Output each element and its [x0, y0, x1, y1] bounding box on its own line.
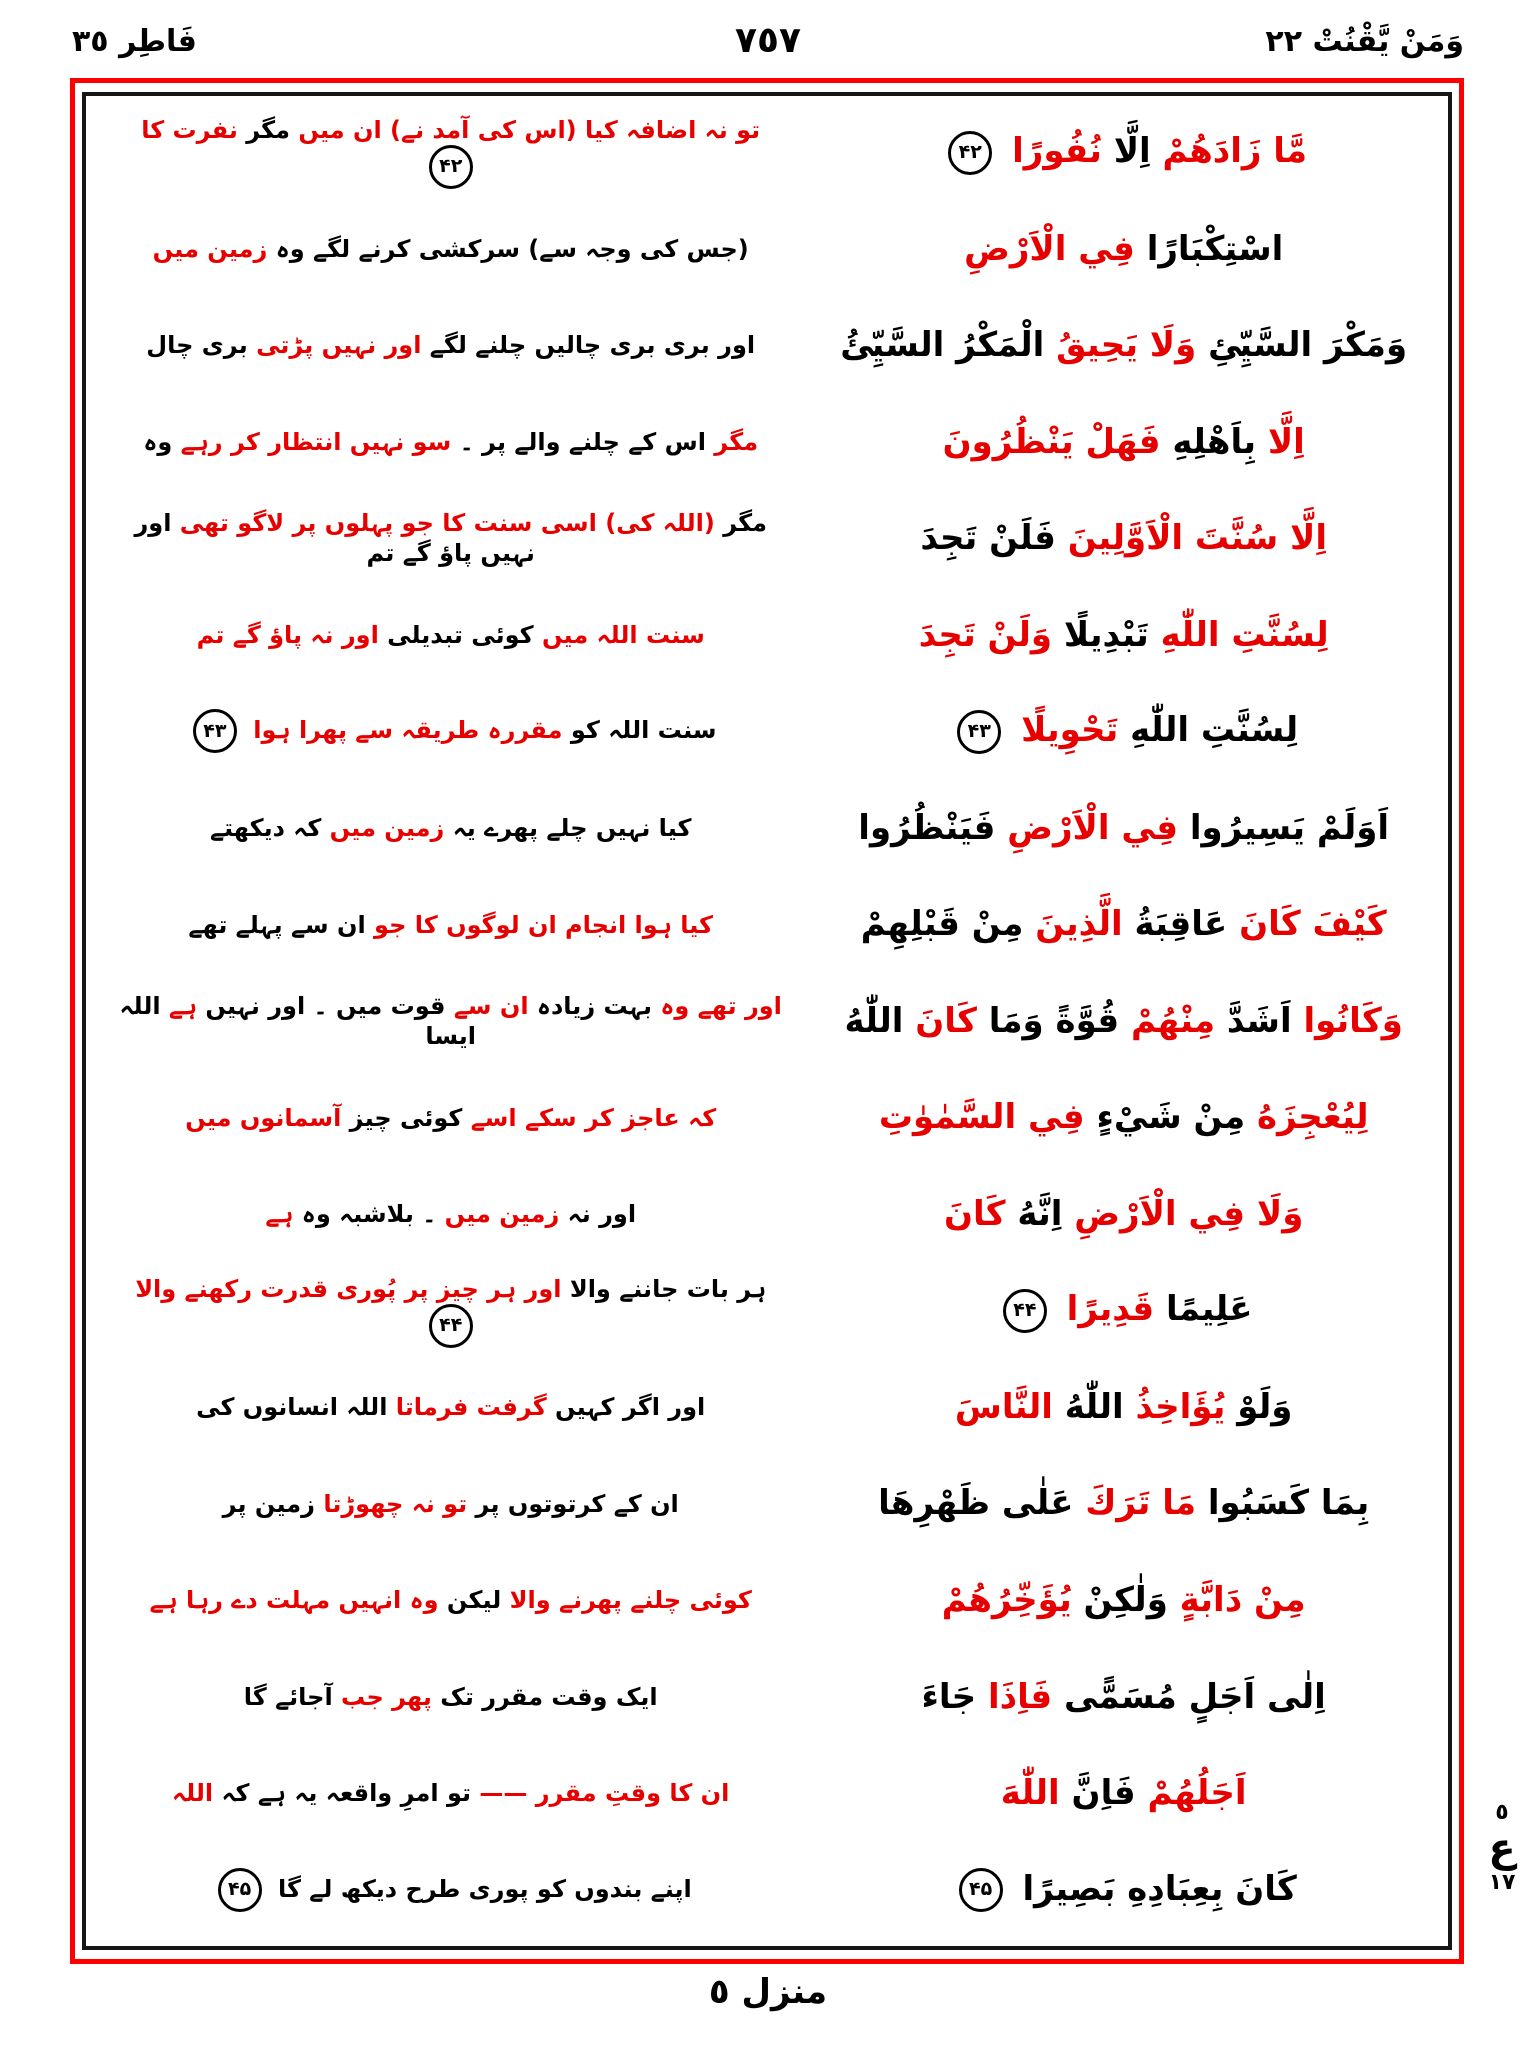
surah-name-label: فَاطِر ٣٥ — [72, 24, 197, 59]
arabic-line — [807, 807, 1440, 850]
ruku-bottom-number: ١٧ — [1488, 1870, 1516, 1895]
arabic-segment: جَاءَ — [921, 1676, 977, 1717]
urdu-line — [94, 991, 807, 1051]
verse-row — [94, 1359, 1440, 1456]
arabic-line — [807, 903, 1440, 946]
urdu-line — [94, 1489, 807, 1519]
ruku-top-number: ٥ — [1495, 1800, 1509, 1825]
urdu-segment: (اللہ کی) اسی سنت کا جو پہلوں پر لاگو تھی — [171, 509, 715, 538]
urdu-line — [94, 330, 807, 360]
urdu-segment: تو نہ اضافہ کیا (اس کی آمد نے) ان میں — [290, 116, 761, 145]
arabic-segment: لِيُعْجِزَهُ — [1245, 1097, 1369, 1138]
arabic-line — [807, 421, 1440, 464]
verse-row — [94, 394, 1440, 491]
urdu-segment: پھر جب — [332, 1682, 432, 1711]
urdu-segment: ہر بات جاننے والا — [561, 1274, 767, 1303]
verse-number-badge: ۴۳ — [193, 709, 237, 753]
arabic-segment: وَلَنْ تَجِدَ — [918, 614, 1053, 655]
arabic-segment: اَجَلُهُمْ — [1135, 1773, 1247, 1814]
page-number: ٧٥٧ — [735, 20, 801, 61]
verse-number-badge: ۴۳ — [957, 710, 1001, 754]
arabic-segment: اِلَّا — [1101, 131, 1151, 172]
arabic-segment: فَهَلْ يَنْظُرُونَ — [942, 421, 1161, 462]
arabic-segment: فَاِنَّ — [1059, 1773, 1136, 1814]
arabic-segment: نُفُورًا — [1000, 131, 1102, 172]
urdu-segment: (جس کی وجہ سے) سرکشی کرنے لگے وہ — [267, 234, 749, 263]
verse-row — [94, 1552, 1440, 1649]
arabic-segment: بِمَا كَسَبُوا — [1196, 1483, 1370, 1524]
urdu-line — [94, 1274, 807, 1348]
arabic-segment: اللّٰهَ — [1000, 1773, 1060, 1814]
arabic-line — [807, 614, 1440, 657]
urdu-segment: ان سے پہلے تھے — [188, 910, 366, 939]
urdu-segment: اور نہیں پاؤ گے تم — [134, 509, 535, 568]
verse-row — [94, 1166, 1440, 1263]
arabic-line — [807, 517, 1440, 560]
urdu-line — [94, 709, 807, 753]
arabic-segment: اِنَّهُ — [1005, 1193, 1063, 1234]
urdu-line — [94, 1103, 807, 1133]
arabic-line — [807, 1386, 1440, 1429]
arabic-segment: قَدِيرًا — [1054, 1289, 1155, 1330]
arabic-segment: الَّذِينَ — [1023, 904, 1123, 945]
urdu-segment: کوئی چلنے پھرنے والا — [501, 1586, 752, 1615]
arabic-line — [807, 1096, 1440, 1139]
arabic-segment: لِسُنَّتِ اللّٰهِ — [1118, 710, 1299, 751]
urdu-segment: کوئی چیز — [341, 1103, 463, 1132]
manzil-label: منزل ٥ — [708, 1972, 828, 2012]
arabic-segment: وَلٰكِنْ — [1071, 1579, 1168, 1620]
arabic-segment: قُوَّةً — [1043, 1000, 1120, 1041]
arabic-line — [807, 1000, 1440, 1043]
arabic-segment: فِي الْاَرْضِ — [964, 228, 1135, 269]
urdu-line — [94, 234, 807, 264]
urdu-segment: کہ عاجز کر سکے اسے — [462, 1103, 717, 1132]
arabic-segment: اَشَدَّ — [1215, 1000, 1292, 1041]
urdu-segment: ہے — [160, 992, 198, 1021]
urdu-segment: ایک وقت مقرر تک — [431, 1682, 658, 1711]
arabic-segment: اللّٰهُ — [1052, 1386, 1124, 1427]
page-header — [70, 18, 1466, 78]
arabic-segment: يُؤَاخِذُ — [1123, 1386, 1226, 1427]
verse-row — [94, 973, 1440, 1070]
verse-row — [94, 1842, 1440, 1939]
urdu-line — [94, 1392, 807, 1422]
verse-row — [94, 1745, 1440, 1842]
ruku-marker — [1474, 1800, 1530, 1896]
arabic-segment: وَمَا — [976, 1000, 1044, 1041]
urdu-line — [94, 1585, 807, 1615]
verse-number-badge: ۴۵ — [959, 1868, 1003, 1912]
urdu-segment: تو نہ چھوڑتا — [314, 1489, 468, 1518]
urdu-line — [94, 427, 807, 457]
arabic-line — [807, 1193, 1440, 1236]
urdu-segment: نفرت کا — [141, 116, 238, 145]
arabic-segment: فِي السَّمٰوٰتِ — [878, 1097, 1085, 1138]
urdu-segment: وہ انہیں مہلت دے رہا ہے — [149, 1586, 439, 1615]
urdu-segment: آجائے گا — [243, 1682, 333, 1711]
arabic-segment: وَلَا يَحِيقُ — [1044, 325, 1197, 366]
urdu-segment: قوت میں ۔ اور نہیں — [197, 992, 446, 1021]
verse-row — [94, 587, 1440, 684]
urdu-segment: ہے — [265, 1200, 294, 1229]
urdu-line — [94, 910, 807, 940]
urdu-line — [94, 620, 807, 650]
verse-row — [94, 201, 1440, 298]
urdu-segment: بہت زیادہ — [528, 992, 652, 1021]
arabic-segment: مِنْ دَابَّةٍ — [1167, 1579, 1306, 1620]
verse-row — [94, 1649, 1440, 1746]
arabic-line — [807, 1868, 1440, 1913]
urdu-segment: سنت اللہ کو — [562, 716, 717, 745]
urdu-segment: سو نہیں انتظار کر رہے — [172, 427, 452, 456]
urdu-line — [94, 508, 807, 568]
urdu-segment: اور تھے وہ — [651, 992, 782, 1021]
verse-row — [94, 104, 1440, 201]
arabic-segment: تَبْدِيلًا — [1052, 614, 1149, 655]
urdu-segment: زمین پر — [222, 1489, 315, 1518]
urdu-segment: کیا نہیں چلے پھرے یہ — [444, 813, 692, 842]
urdu-segment: گرفت فرماتا — [387, 1393, 547, 1422]
verse-row — [94, 876, 1440, 973]
verse-row — [94, 490, 1440, 587]
arabic-segment: اِلٰى اَجَلٍ مُسَمًّى — [1052, 1676, 1326, 1717]
arabic-segment: مِنْ شَيْءٍ — [1084, 1097, 1246, 1138]
urdu-segment: اور نہ — [559, 1200, 637, 1229]
arabic-segment: النَّاسَ — [954, 1386, 1053, 1427]
verse-row — [94, 1455, 1440, 1552]
arabic-segment: عَلِيمًا — [1154, 1289, 1253, 1330]
arabic-segment: وَلَوْ — [1225, 1386, 1293, 1427]
arabic-line — [807, 709, 1440, 754]
urdu-segment: مگر — [714, 509, 767, 538]
arabic-segment: مَا تَرَكَ — [1073, 1483, 1197, 1524]
urdu-segment: ان کا وقتِ مقرر —— — [471, 1779, 730, 1808]
urdu-line — [94, 115, 807, 189]
arabic-segment: فِي الْاَرْضِ — [1062, 1193, 1246, 1234]
arabic-line — [807, 1579, 1440, 1622]
arabic-segment: تَحْوِيلًا — [1009, 710, 1119, 751]
arabic-segment: عَاقِبَةُ — [1122, 904, 1228, 945]
urdu-segment: اور ہر چیز پر پُوری قدرت رکھنے والا — [135, 1274, 562, 1303]
urdu-segment: اللہ ایسا — [119, 992, 477, 1051]
urdu-segment: اور اگر کہیں — [546, 1393, 706, 1422]
urdu-segment: لیکن — [438, 1586, 502, 1615]
verse-rows-container — [94, 104, 1440, 1938]
arabic-segment: بِاَهْلِهِ — [1160, 421, 1256, 462]
verse-row — [94, 1262, 1440, 1359]
urdu-segment: ان سے — [445, 992, 529, 1021]
arabic-line — [807, 130, 1440, 175]
arabic-segment: اسْتِكْبَارًا — [1134, 228, 1284, 269]
urdu-segment: اللہ — [172, 1779, 214, 1808]
arabic-line — [807, 1772, 1440, 1815]
arabic-segment: وَلَا — [1245, 1193, 1304, 1234]
urdu-line — [94, 1778, 807, 1808]
urdu-line — [94, 813, 807, 843]
urdu-segment: تو امرِ واقعہ یہ ہے کہ — [213, 1779, 472, 1808]
urdu-segment: کیا ہوا انجام ان لوگوں کا جو — [365, 910, 713, 939]
arabic-line — [807, 228, 1440, 271]
verse-number-badge: ۴۲ — [429, 145, 473, 189]
arabic-line — [807, 1482, 1440, 1525]
urdu-segment: مگر — [237, 116, 290, 145]
urdu-segment: زمین میں — [436, 1200, 560, 1229]
urdu-segment: سنت اللہ میں — [533, 620, 705, 649]
arabic-line — [807, 324, 1440, 367]
urdu-segment: مگر — [705, 427, 759, 456]
arabic-segment: فَيَنْظُرُوا — [858, 807, 996, 848]
verse-number-badge: ۴۴ — [429, 1304, 473, 1348]
verse-row — [94, 683, 1440, 780]
urdu-segment: بری چال — [146, 331, 248, 360]
arabic-segment: فَلَنْ تَجِدَ — [920, 518, 1056, 559]
urdu-segment: آسمانوں میں — [185, 1103, 342, 1132]
urdu-line — [94, 1682, 807, 1712]
urdu-segment: اللہ انسانوں کی — [196, 1393, 388, 1422]
urdu-segment: اپنے بندوں کو پوری طرح دیکھ لے گا — [269, 1874, 692, 1903]
arabic-segment: اِلَّا — [1256, 421, 1305, 462]
urdu-line — [94, 1199, 807, 1229]
verse-number-badge: ۴۲ — [948, 131, 992, 175]
arabic-segment: اِلَّا سُنَّتَ الْاَوَّلِينَ — [1055, 518, 1328, 559]
verse-row — [94, 780, 1440, 877]
ruku-ain-symbol: ع — [1488, 1825, 1516, 1871]
urdu-segment: اس کے چلنے والے پر ۔ — [451, 427, 706, 456]
arabic-segment: الْمَكْرُ السَّيِّئُ — [840, 325, 1045, 366]
urdu-segment: زمین میں — [152, 234, 268, 263]
arabic-segment: يُؤَخِّرُهُمْ — [941, 1579, 1072, 1620]
urdu-line — [94, 1868, 807, 1912]
verse-number-badge: ۴۵ — [218, 1868, 262, 1912]
urdu-segment: اور نہ پاؤ گے تم — [196, 620, 379, 649]
arabic-segment: وَكَانُوا — [1291, 1000, 1403, 1041]
arabic-segment: اللّٰهُ — [844, 1000, 904, 1041]
arabic-segment: فِي الْاَرْضِ — [995, 807, 1179, 848]
arabic-segment: كَانَ بِعِبَادِهِ بَصِيرًا — [1010, 1868, 1297, 1909]
juz-name-label: وَمَنْ يَّقْنُتْ ٢٢ — [1265, 24, 1464, 59]
urdu-segment: مقررہ طریقہ سے پھرا ہوا — [244, 716, 563, 745]
arabic-segment: اَوَلَمْ يَسِيرُوا — [1178, 807, 1390, 848]
arabic-segment: كَيْفَ كَانَ — [1227, 904, 1387, 945]
urdu-segment: کوئی تبدیلی — [378, 620, 534, 649]
arabic-segment: كَانَ — [903, 1000, 977, 1041]
arabic-line — [807, 1676, 1440, 1719]
urdu-segment: اور نہیں پڑتی — [247, 331, 422, 360]
verse-row — [94, 1069, 1440, 1166]
arabic-segment: لِسُنَّتِ اللّٰهِ — [1148, 614, 1329, 655]
arabic-segment: مِنْهُمْ — [1119, 1000, 1216, 1041]
urdu-segment: کہ دیکھتے — [209, 813, 322, 842]
urdu-segment: ۔ بلاشبہ وہ — [293, 1200, 437, 1229]
arabic-segment: فَاِذَا — [976, 1676, 1053, 1717]
arabic-segment: مَّا زَادَهُمْ — [1150, 131, 1308, 172]
arabic-segment: كَانَ — [944, 1193, 1006, 1234]
verse-number-badge: ۴۴ — [1003, 1289, 1047, 1333]
arabic-line — [807, 1288, 1440, 1333]
urdu-segment: ان کے کرتوتوں پر — [467, 1489, 679, 1518]
verse-row — [94, 297, 1440, 394]
arabic-segment: مِنْ قَبْلِهِمْ — [860, 904, 1024, 945]
arabic-segment: عَلٰى ظَهْرِهَا — [878, 1483, 1074, 1524]
arabic-segment: وَمَكْرَ السَّيِّئِ — [1196, 325, 1408, 366]
urdu-segment: وہ — [143, 427, 173, 456]
urdu-segment: اور بری بری چالیں چلنے لگے — [421, 331, 756, 360]
urdu-segment: زمین میں — [321, 813, 445, 842]
